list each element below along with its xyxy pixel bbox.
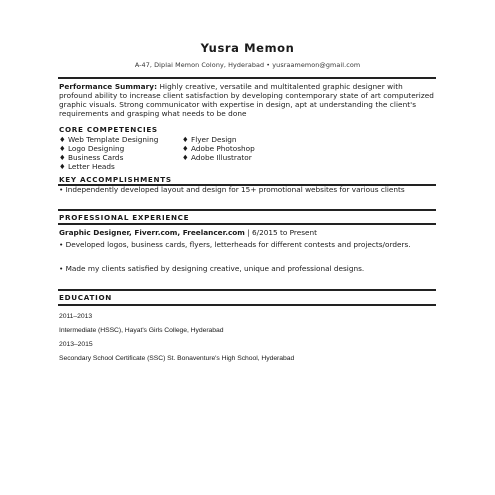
competency-item: ♦ Letter Heads: [59, 162, 115, 171]
diamond-bullet-icon: ♦: [182, 144, 189, 153]
job-period: | 6/2015 to Present: [244, 228, 318, 237]
education-detail: Intermediate (HSSC), Hayat's Girls College, Hyderabad: [59, 327, 224, 334]
job-title-line: [59, 228, 317, 237]
accomplishment-item: • Independently developed layout and design for 15+ promotional websites for various clients: [59, 185, 405, 194]
diamond-bullet-icon: ♦: [59, 144, 66, 153]
experience-divider: [58, 223, 436, 225]
education-divider: [58, 304, 436, 306]
contact-line: A-47, Diplai Memon Colony, Hyderabad • yusraamemon@gmail.com: [134, 61, 361, 69]
competency-item: ♦ Logo Designing: [59, 144, 125, 153]
accomplishments-heading: KEY ACCOMPLISHMENTS: [59, 175, 172, 184]
education-years: 2011–2013: [59, 313, 93, 320]
competency-item: ♦ Business Cards: [59, 153, 124, 162]
diamond-bullet-icon: ♦: [182, 135, 189, 144]
education-years: 2013–2015: [59, 341, 93, 348]
diamond-bullet-icon: ♦: [182, 153, 189, 162]
diamond-bullet-icon: ♦: [59, 153, 66, 162]
resume-name: Yusra Memon: [200, 41, 295, 55]
competency-item: ♦ Flyer Design: [182, 135, 237, 144]
job-role: Graphic Designer, Fiverr.com, Freelancer.com: [59, 228, 245, 237]
diamond-bullet-icon: ♦: [59, 162, 66, 171]
competencies-heading: CORE COMPETENCIES: [59, 125, 158, 134]
competency-item: ♦ Adobe Photoshop: [182, 144, 255, 153]
experience-bullet: • Developed logos, business cards, flyers, letterheads for different contests and projects/orders.: [59, 240, 411, 249]
education-heading: EDUCATION: [59, 293, 112, 302]
performance-summary: [59, 82, 437, 118]
experience-top-divider: [58, 209, 436, 211]
summary-text: Highly creative, versatile and multitalented graphic designer with profound ability to increase client satisfaction by developing contemporary state of art computerized graphic visuals. Strong communicator with expertise in design, apt at understanding the client's requirements and grasping what needs to be done: [59, 82, 434, 119]
education-detail: Secondary School Certificate (SSC) St. Bonaventure's High School, Hyderabad: [59, 355, 295, 362]
competency-item: ♦ Adobe Illustrator: [182, 153, 252, 162]
experience-heading: PROFESSIONAL EXPERIENCE: [59, 213, 190, 222]
header-divider: [58, 77, 436, 79]
education-top-divider: [58, 289, 436, 291]
summary-label: Performance Summary:: [59, 82, 158, 91]
competency-item: ♦ Web Template Designing: [59, 135, 159, 144]
experience-bullet: • Made my clients satisfied by designing creative, unique and professional designs.: [59, 264, 365, 273]
diamond-bullet-icon: ♦: [59, 135, 66, 144]
